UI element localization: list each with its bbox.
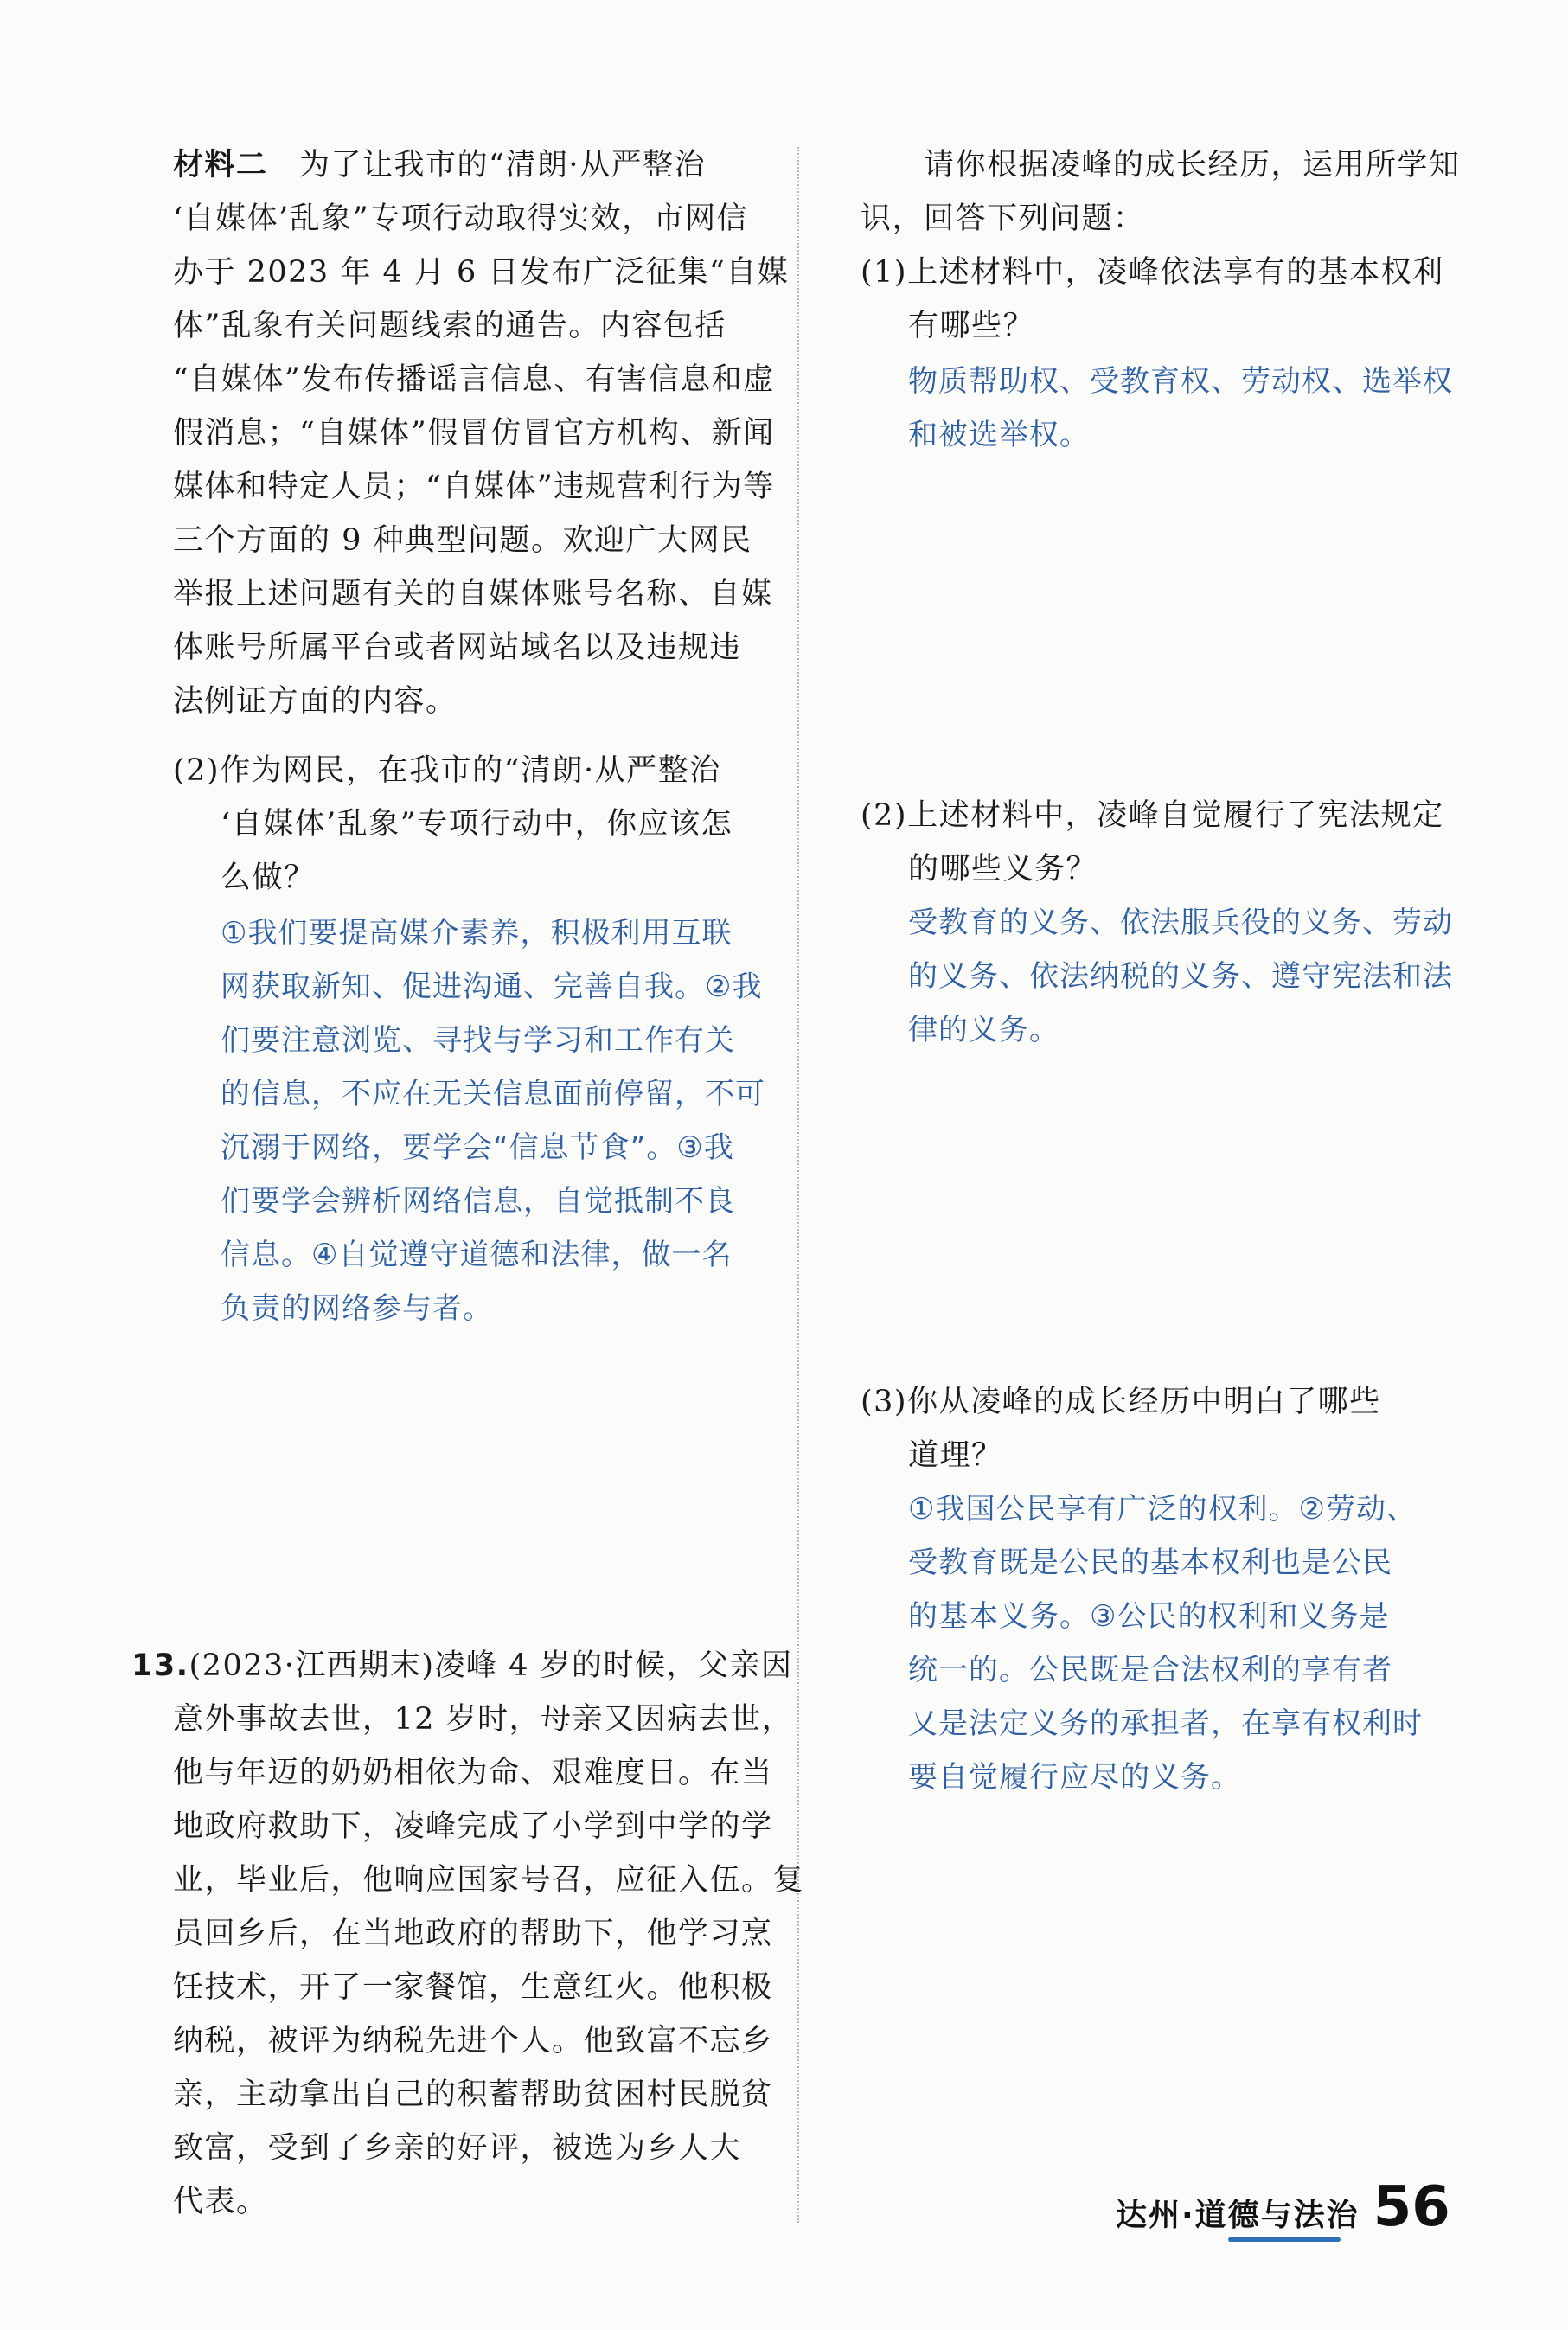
answer-line: 物质帮助权、受教育权、劳动权、选举权 [908,364,1453,399]
answer-line: 们要注意浏览、寻找与学习和工作有关 [221,1023,735,1058]
question-13 [131,1639,804,2229]
material-two [173,138,789,728]
answer-line: 负责的网络参与者。 [221,1291,493,1326]
left-answer-2 [221,906,765,1335]
answer-line: 又是法定义务的承担者，在享有权利时 [908,1706,1423,1741]
question-line: 有哪些？ [908,309,1035,343]
material-two-line: 媒体和特定人员；“自媒体”违规营利行为等 [173,470,775,504]
question-line: 道理？ [908,1438,1003,1473]
page-number: 56 [1373,2175,1450,2239]
left-question-2 [173,744,733,905]
question-13-line: 意外事故去世，12 岁时，母亲又因病去世， [173,1702,794,1737]
question-line: (2)作为网民，在我市的“清朗·从严整治 [173,753,721,788]
right-question-1 [861,246,1444,353]
answer-line: 律的义务。 [908,1013,1059,1047]
question-line: (2)上述材料中，凌峰自觉履行了宪法规定 [861,798,1444,833]
question-13-line: 业，毕业后，他响应国家号召，应征入伍。复 [173,1863,805,1898]
question-line: (1)上述材料中，凌峰依法享有的基本权利 [861,255,1444,290]
answer-line: 的信息，不应在无关信息面前停留，不可 [221,1077,765,1111]
question-13-line: 13.(2023·江西期末)凌峰 4 岁的时候，父亲因 [131,1648,793,1683]
question-line: ‘自媒体’乱象”专项行动中，你应该怎 [221,807,733,842]
answer-line: 信息。④自觉遵守道德和法律，做一名 [221,1238,733,1272]
question-13-line: 致富，受到了乡亲的好评，被选为乡人大 [173,2131,742,2166]
answer-line: 网获取新知、促进沟通、完善自我。②我 [221,970,763,1004]
material-two-line: ‘自媒体’乱象”专项行动取得实效，市网信 [173,202,749,236]
page-footer [1116,2175,1450,2239]
material-two-line: 材料二 为了让我市的“清朗·从严整治 [173,148,707,182]
intro-line: 识，回答下列问题： [861,202,1145,236]
material-two-label: 材料二 [173,148,268,182]
question-13-line: 员回乡后，在当地政府的帮助下，他学习烹 [173,1917,773,1951]
right-question-3 [861,1375,1381,1482]
material-two-line: 法例证方面的内容。 [173,684,458,719]
question-13-line: 代表。 [173,2185,268,2219]
answer-line: 要自觉履行应尽的义务。 [908,1760,1241,1795]
material-two-line: 体账号所属平台或者网站域名以及违规违 [173,631,742,665]
answer-line: 受教育既是公民的基本权利也是公民 [908,1546,1392,1580]
material-two-line: 体”乱象有关问题线索的通告。内容包括 [173,309,726,343]
right-answer-1 [908,355,1453,462]
question-13-line: 饪技术，开了一家餐馆，生意红火。他积极 [173,1970,773,2005]
footer-subject: 达州·道德与法治 [1116,2191,1360,2235]
right-answer-2 [908,896,1453,1057]
material-two-line: 举报上述问题有关的自媒体账号名称、自媒 [173,577,773,611]
question-line: 的哪些义务？ [908,852,1098,887]
material-two-line: 三个方面的 9 种典型问题。欢迎广大网民 [173,523,752,558]
answer-line: 沉溺于网络，要学会“信息节食”。③我 [221,1130,734,1165]
answer-line: 受教育的义务、依法服兵役的义务、劳动 [908,906,1453,940]
answer-line: 和被选举权。 [908,418,1090,452]
answer-line: 们要学会辨析网络信息，自觉抵制不良 [221,1184,735,1219]
right-intro [861,138,1461,246]
answer-line: 统一的。公民既是合法权利的享有者 [908,1653,1392,1687]
right-answer-3 [908,1482,1423,1804]
material-two-line: “自媒体”发布传播谣言信息、有害信息和虚 [173,362,775,397]
answer-line: 的基本义务。③公民的权利和义务是 [908,1599,1390,1634]
question-13-line: 纳税，被评为纳税先进个人。他致富不忘乡 [173,2024,773,2058]
material-two-line: 假消息；“自媒体”假冒仿冒官方机构、新闻 [173,416,775,451]
footer-accent-underline [1228,2237,1341,2242]
question-line: 么做？ [221,861,316,895]
answer-line: ①我们要提高媒介素养，积极利用互联 [221,916,733,951]
material-two-line: 办于 2023 年 4 月 6 日发布广泛征集“自媒 [173,255,790,290]
answer-line: 的义务、依法纳税的义务、遵守宪法和法 [908,959,1453,994]
question-13-line: 地政府救助下，凌峰完成了小学到中学的学 [173,1809,773,1844]
question-13-number: 13. [131,1648,189,1683]
question-line: (3)你从凌峰的成长经历中明白了哪些 [861,1385,1381,1419]
question-13-line: 亲，主动拿出自己的积蓄帮助贫困村民脱贫 [173,2077,773,2112]
right-question-2 [861,789,1444,896]
question-13-line: 他与年迈的奶奶相依为命、艰难度日。在当 [173,1756,773,1790]
answer-line: ①我国公民享有广泛的权利。②劳动、 [908,1492,1417,1527]
intro-line: 请你根据凌峰的成长经历，运用所学知 [861,148,1461,182]
